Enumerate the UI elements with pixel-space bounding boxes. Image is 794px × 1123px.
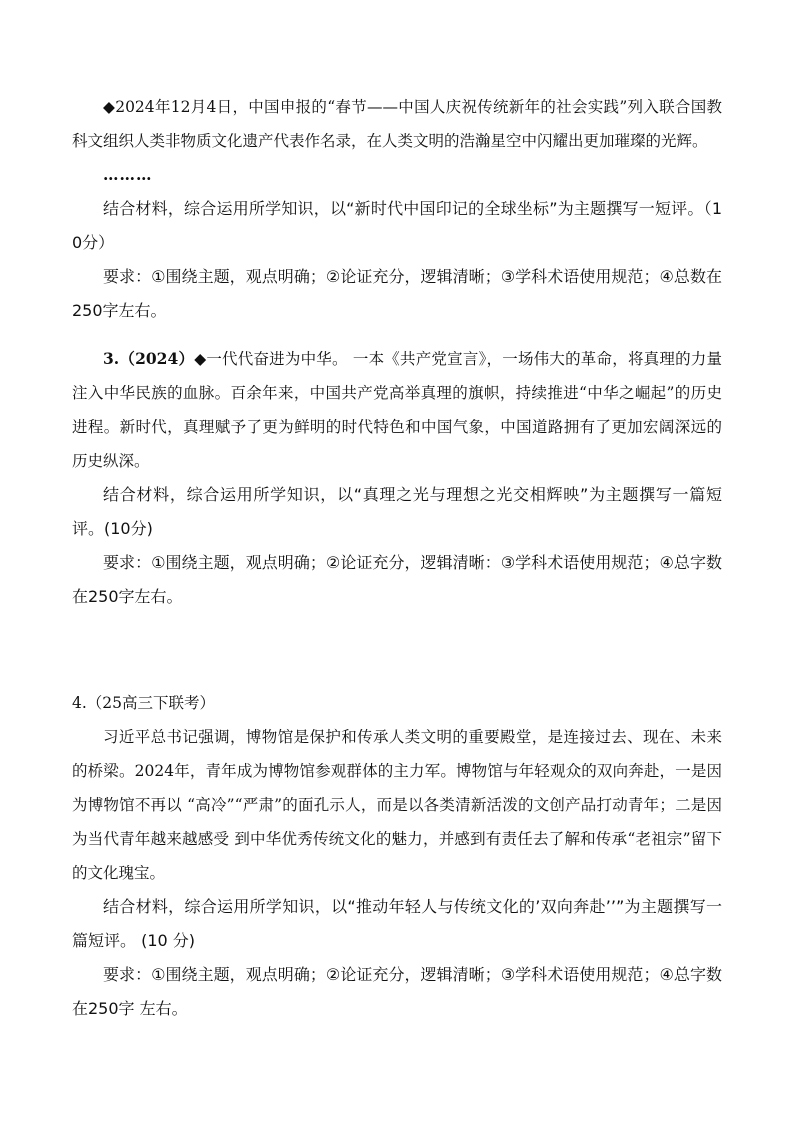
question-3-text: ◆一代代奋进为中华。 一本《共产党宣言》，一场伟大的革命，将真理的力量注入中华民族的血脉。百余年来，中国共产党高举真理的旗帜，持续推进“中华之崛起”的历史进程。新时代，真理赋予了更为鲜明的时代特色和中国气象，中国道路拥有了更加宏阔深远的历史纵深。: [72, 350, 723, 470]
question-4-requirement: 要求：①围绕主题，观点明确；②论证充分，逻辑清晰；③学科术语使用规范；④总字数在250字 左右。: [72, 965, 722, 1018]
question-3: [72, 342, 722, 614]
section1-task: 结合材料，综合运用所学知识，以“新时代中国印记的全球坐标”为主题撰写一短评。（10分）: [72, 199, 722, 252]
ellipsis: ………: [103, 165, 153, 184]
section-spring-festival: [72, 90, 722, 328]
question-3-source: （2024）: [119, 349, 195, 368]
question-4-task: 结合材料，综合运用所学知识，以“推动年轻人与传统文化的’双向奔赴’’”为主题撰写一篇短评。 (10 分): [72, 897, 722, 950]
question-3-number: 3.: [103, 349, 120, 368]
question-3-task: 结合材料，综合运用所学知识，以“真理之光与理想之光交相辉映”为主题撰写一篇短评。(10分): [72, 485, 722, 538]
section1-requirement: 要求：①围绕主题，观点明确；②论证充分，逻辑清晰；③学科术语使用规范；④总数在250字左右。: [72, 267, 722, 320]
question-4: [72, 686, 722, 1026]
question-3-requirement: 要求：①围绕主题，观点明确；②论证充分，逻辑清晰：③学科术语使用规范；④总字数在250字左右。: [72, 553, 722, 606]
question-3-passage: [72, 342, 722, 478]
spring-festival-passage: ◆2024年12月4日，中国申报的“春节——中国人庆祝传统新年的社会实践”列入联合国教科文组织人类非物质文化遗产代表作名录，在人类文明的浩瀚星空中闪耀出更加璀璨的光辉。: [72, 98, 722, 150]
question-4-passage: 习近平总书记强调，博物馆是保护和传承人类文明的重要殿堂，是连接过去、现在、未来的桥梁。2024年，青年成为博物馆参观群体的主力军。博物馆与年轻观众的双向奔赴，一是因为博物馆不再以 “高冷”“严肃”的面孔示人，而是以各类清新活泼的文创产品打动青年；二是因为当代青年越来越感受 到中华优秀传统文化的魅力，并感到有责任去了解和传承“老祖宗”留下的文化瑰宝。: [72, 728, 722, 882]
question-4-header: 4.（25高三下联考）: [72, 694, 216, 712]
